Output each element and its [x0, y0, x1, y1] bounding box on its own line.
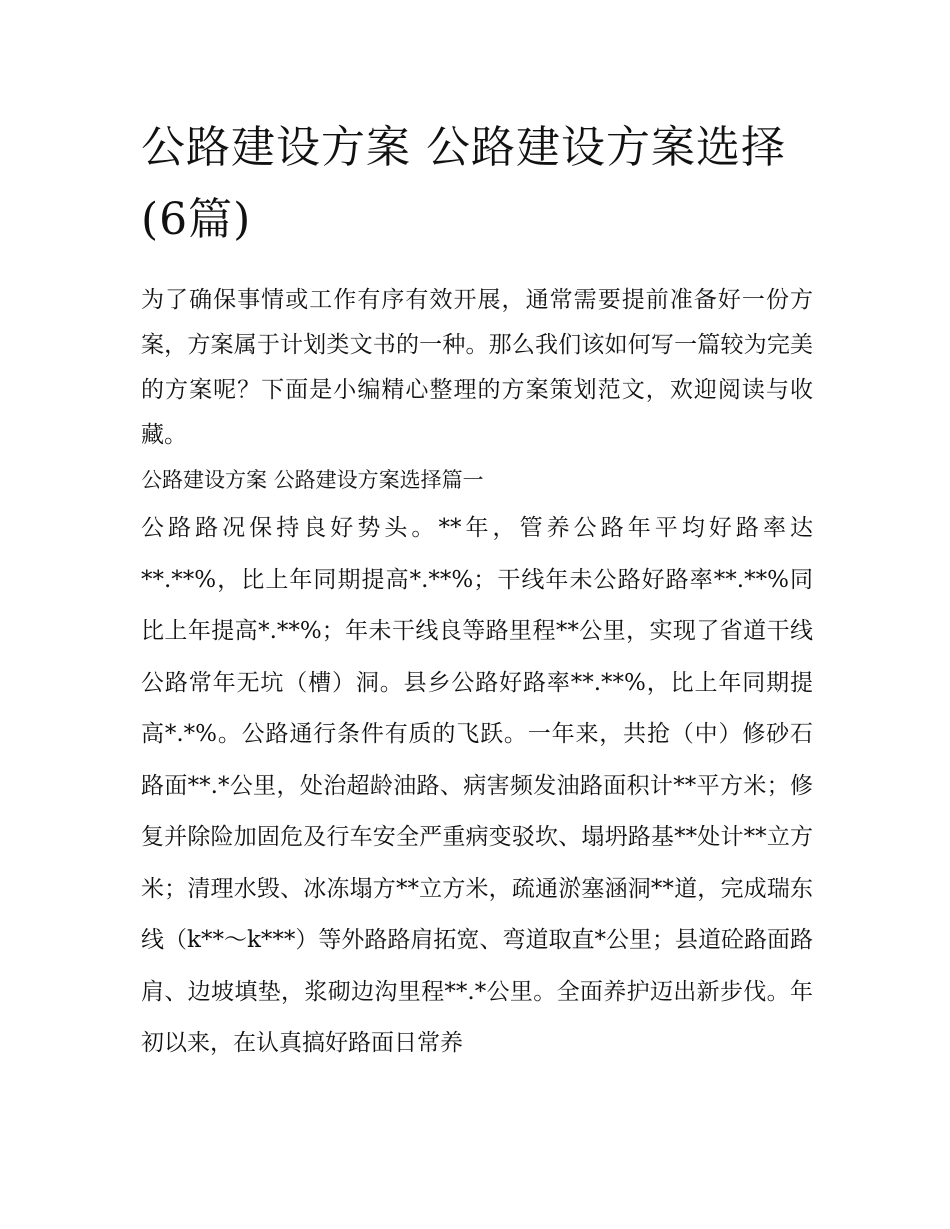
section-heading: 公路建设方案 公路建设方案选择篇一: [141, 468, 484, 492]
document-title: 公路建设方案 公路建设方案选择(6篇): [141, 122, 786, 245]
section-paragraph: 公路路况保持良好势头。**年，管养公路年平均好路率达**.**%，比上年同期提高*.**%；干线年未公路好路率**.**%同比上年提高*.**%；年未干线良等路里程**公里，实现了省道干线公路常年无坑（槽）洞。县乡公路好路率**.**%，比上年同期提高*.*%。公路通行条件有质的飞跃。一年来，共抢（中）修砂石路面**.*公里，处治超龄油路、病害频发油路面积计**平方米；修复并除险加固危及行车安全严重病变驳坎、塌坍路基**处计**立方米；清理水毁、冰冻塌方**立方米，疏通淤塞涵洞**道，完成瑞东线（k**～k***）等外路路肩拓宽、弯道取直*公里；县道砼路面路肩、边坡填垫，浆砌边沟里程**.*公里。全面养护迈出新步伐。年初以来，在认真搞好路面日常养: [141, 515, 813, 1056]
intro-paragraph: 为了确保事情或工作有序有效开展，通常需要提前准备好一份方案，方案属于计划类文书的一种。那么我们该如何写一篇较为完美的方案呢？下面是小编精心整理的方案策划范文，欢迎阅读与收藏。: [141, 287, 813, 448]
document-body: [141, 278, 813, 1070]
